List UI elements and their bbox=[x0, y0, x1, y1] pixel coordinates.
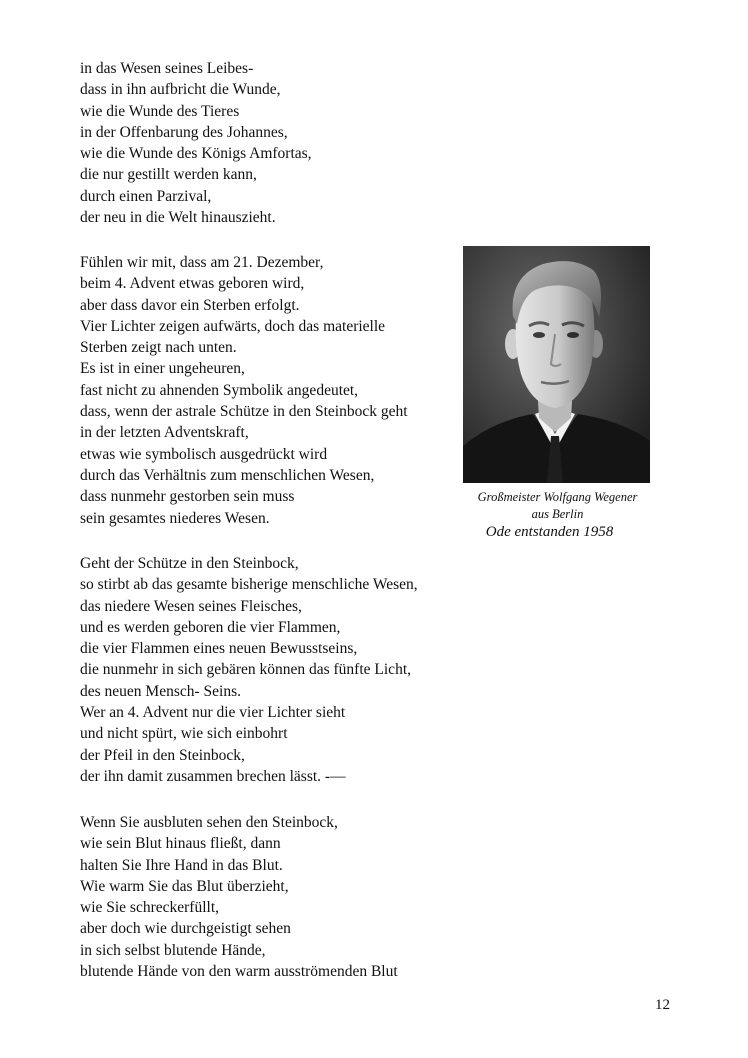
poem-line: wie die Wunde des Tieres bbox=[80, 102, 240, 120]
poem-line: blutende Hände von den warm ausströmenden Blut bbox=[80, 963, 398, 981]
poem-line: der Pfeil in den Steinbock, bbox=[80, 746, 245, 764]
poem-line: wie die Wunde des Königs Amfortas, bbox=[80, 145, 312, 163]
poem-line: die nur gestillt werden kann, bbox=[80, 166, 257, 184]
poem-line: die nunmehr in sich gebären können das fünfte Licht, bbox=[80, 661, 411, 679]
poem-line: so stirbt ab das gesamte bisherige menschliche Wesen, bbox=[80, 576, 418, 594]
poem-line: Wer an 4. Advent nur die vier Lichter sieht bbox=[80, 704, 346, 722]
poem-line: halten Sie Ihre Hand in das Blut. bbox=[80, 856, 283, 874]
stanza-4 bbox=[80, 812, 470, 982]
poem-line: der ihn damit zusammen brechen lässt. -— bbox=[80, 767, 346, 785]
poem-line: Sterben zeigt nach unten. bbox=[80, 339, 237, 357]
portrait-photo bbox=[463, 246, 650, 483]
poem-line: Wie warm Sie das Blut überzieht, bbox=[80, 877, 289, 895]
poem-line: Fühlen wir mit, dass am 21. Dezember, bbox=[80, 254, 324, 271]
photo-caption-name: Großmeister Wolfgang Wegener bbox=[477, 490, 638, 504]
poem-line: aber dass davor ein Sterben erfolgt. bbox=[80, 296, 300, 314]
poem-line: das niedere Wesen seines Fleisches, bbox=[80, 597, 302, 615]
poem-line: die vier Flammen eines neuen Bewusstseins, bbox=[80, 640, 358, 658]
poem-line: Es ist in einer ungeheuren, bbox=[80, 360, 245, 378]
poem-line: dass in ihn aufbricht die Wunde, bbox=[80, 81, 281, 99]
stanza-1 bbox=[80, 58, 470, 228]
poem-line: und es werden geboren die vier Flammen, bbox=[80, 618, 341, 636]
poem-line: beim 4. Advent etwas geboren wird, bbox=[80, 275, 305, 293]
page-number: 12 bbox=[655, 997, 670, 1013]
poem-line: Vier Lichter zeigen aufwärts, doch das materielle bbox=[80, 317, 386, 335]
poem-line: durch das Verhältnis zum menschlichen Wesen, bbox=[80, 466, 375, 484]
poem-line: in der letzten Adventskraft, bbox=[80, 424, 249, 442]
portrait-illustration bbox=[463, 246, 650, 483]
poem-line: des neuen Mensch- Seins. bbox=[80, 682, 241, 700]
poem-line: fast nicht zu ahnenden Symbolik angedeutet, bbox=[80, 381, 359, 399]
poem-line: durch einen Parzival, bbox=[80, 187, 212, 205]
poem-line: Geht der Schütze in den Steinbock, bbox=[80, 555, 299, 572]
stanza-3 bbox=[80, 553, 470, 787]
poem-line: etwas wie symbolisch ausgedrückt wird bbox=[80, 445, 328, 463]
poem-line: wie Sie schreckerfüllt, bbox=[80, 899, 220, 917]
poem-line: aber doch wie durchgeistigt sehen bbox=[80, 920, 291, 938]
photo-caption-date: Ode entstanden 1958 bbox=[485, 524, 614, 540]
poem-line: und nicht spürt, wie sich einbohrt bbox=[80, 725, 288, 743]
stanza-2 bbox=[80, 252, 470, 529]
poem-line: dass nunmehr gestorben sein muss bbox=[80, 488, 295, 506]
poem-line: in sich selbst blutende Hände, bbox=[80, 941, 266, 959]
poem-line: wie sein Blut hinaus fließt, dann bbox=[80, 835, 281, 853]
poem-line: sein gesamtes niederes Wesen. bbox=[80, 509, 270, 527]
poem-line: Wenn Sie ausbluten sehen den Steinbock, bbox=[80, 814, 338, 831]
poem-line: in der Offenbarung des Johannes, bbox=[80, 123, 288, 141]
poem-line: dass, wenn der astrale Schütze in den Steinbock geht bbox=[80, 403, 408, 421]
photo-caption-place: aus Berlin bbox=[531, 507, 584, 521]
poem-line: der neu in die Welt hinauszieht. bbox=[80, 209, 276, 227]
poem-line: in das Wesen seines Leibes- bbox=[80, 60, 254, 77]
